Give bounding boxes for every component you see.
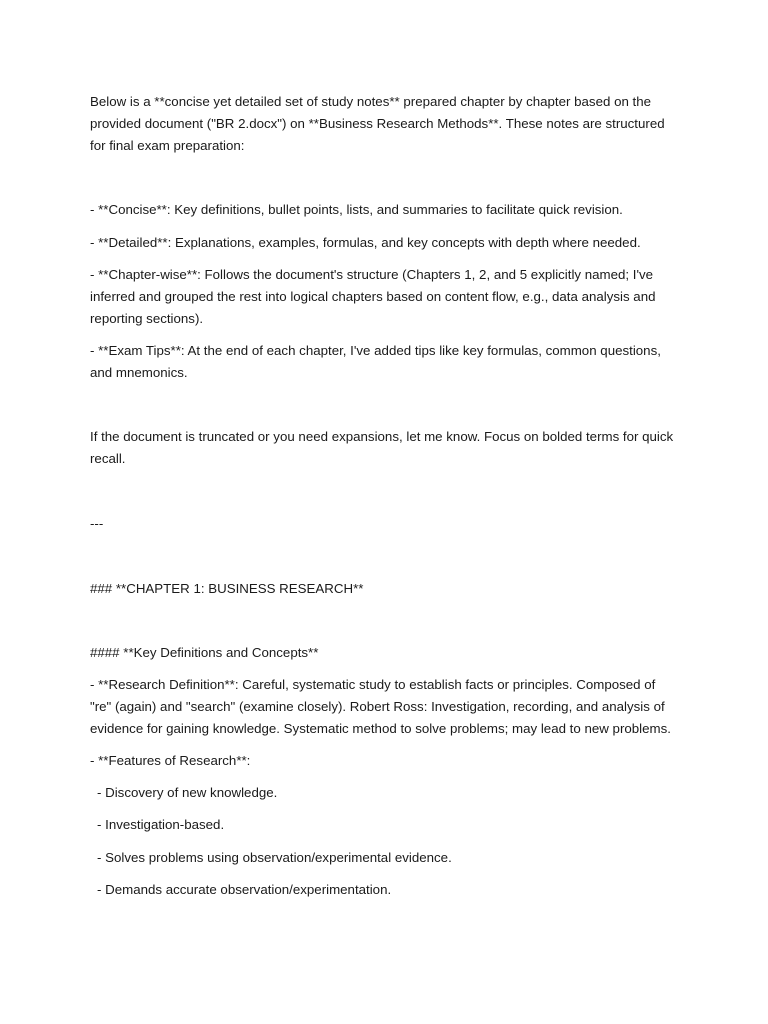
research-definition: - **Research Definition**: Careful, systematic study to establish facts or principles. Composed of "re" (again) and "search" (examine closely). Robert Ross: Investigation, recording, and analysis of evidence for gaining knowledge. Systematic method to solve problems; may lead to new problems. <box>90 676 671 736</box>
bullet-chapter-wise: - **Chapter-wise**: Follows the document's structure (Chapters 1, 2, and 5 explicitly named; I've inferred and grouped the rest into logical chapters based on content flow, e.g., data analysis and reporting sections). <box>90 266 660 326</box>
feature-item: - Investigation-based. <box>97 817 225 833</box>
separator: --- <box>90 516 104 532</box>
note-paragraph: If the document is truncated or you need expansions, let me know. Focus on bolded terms for quick recall. <box>90 429 677 467</box>
feature-item: - Solves problems using observation/experimental evidence. <box>97 849 452 865</box>
feature-item: - Discovery of new knowledge. <box>97 785 278 801</box>
document-body <box>90 91 680 901</box>
bullet-exam-tips: - **Exam Tips**: At the end of each chapter, I've added tips like key formulas, common questions, and mnemonics. <box>90 342 665 380</box>
bullet-concise: - **Concise**: Key definitions, bullet points, lists, and summaries to facilitate quick revision. <box>90 202 623 218</box>
feature-item: - Demands accurate observation/experimentation. <box>97 882 392 898</box>
features-of-research-label: - **Features of Research**: <box>90 752 251 768</box>
chapter-heading: ### **CHAPTER 1: BUSINESS RESEARCH** <box>90 580 364 596</box>
intro-paragraph: Below is a **concise yet detailed set of study notes** prepared chapter by chapter based on the provided document ("BR 2.docx") on **Business Research Methods**. These notes are structured for final exam preparation: <box>90 94 669 153</box>
section-heading: #### **Key Definitions and Concepts** <box>90 644 319 660</box>
bullet-detailed: - **Detailed**: Explanations, examples, formulas, and key concepts with depth where needed. <box>90 234 641 250</box>
